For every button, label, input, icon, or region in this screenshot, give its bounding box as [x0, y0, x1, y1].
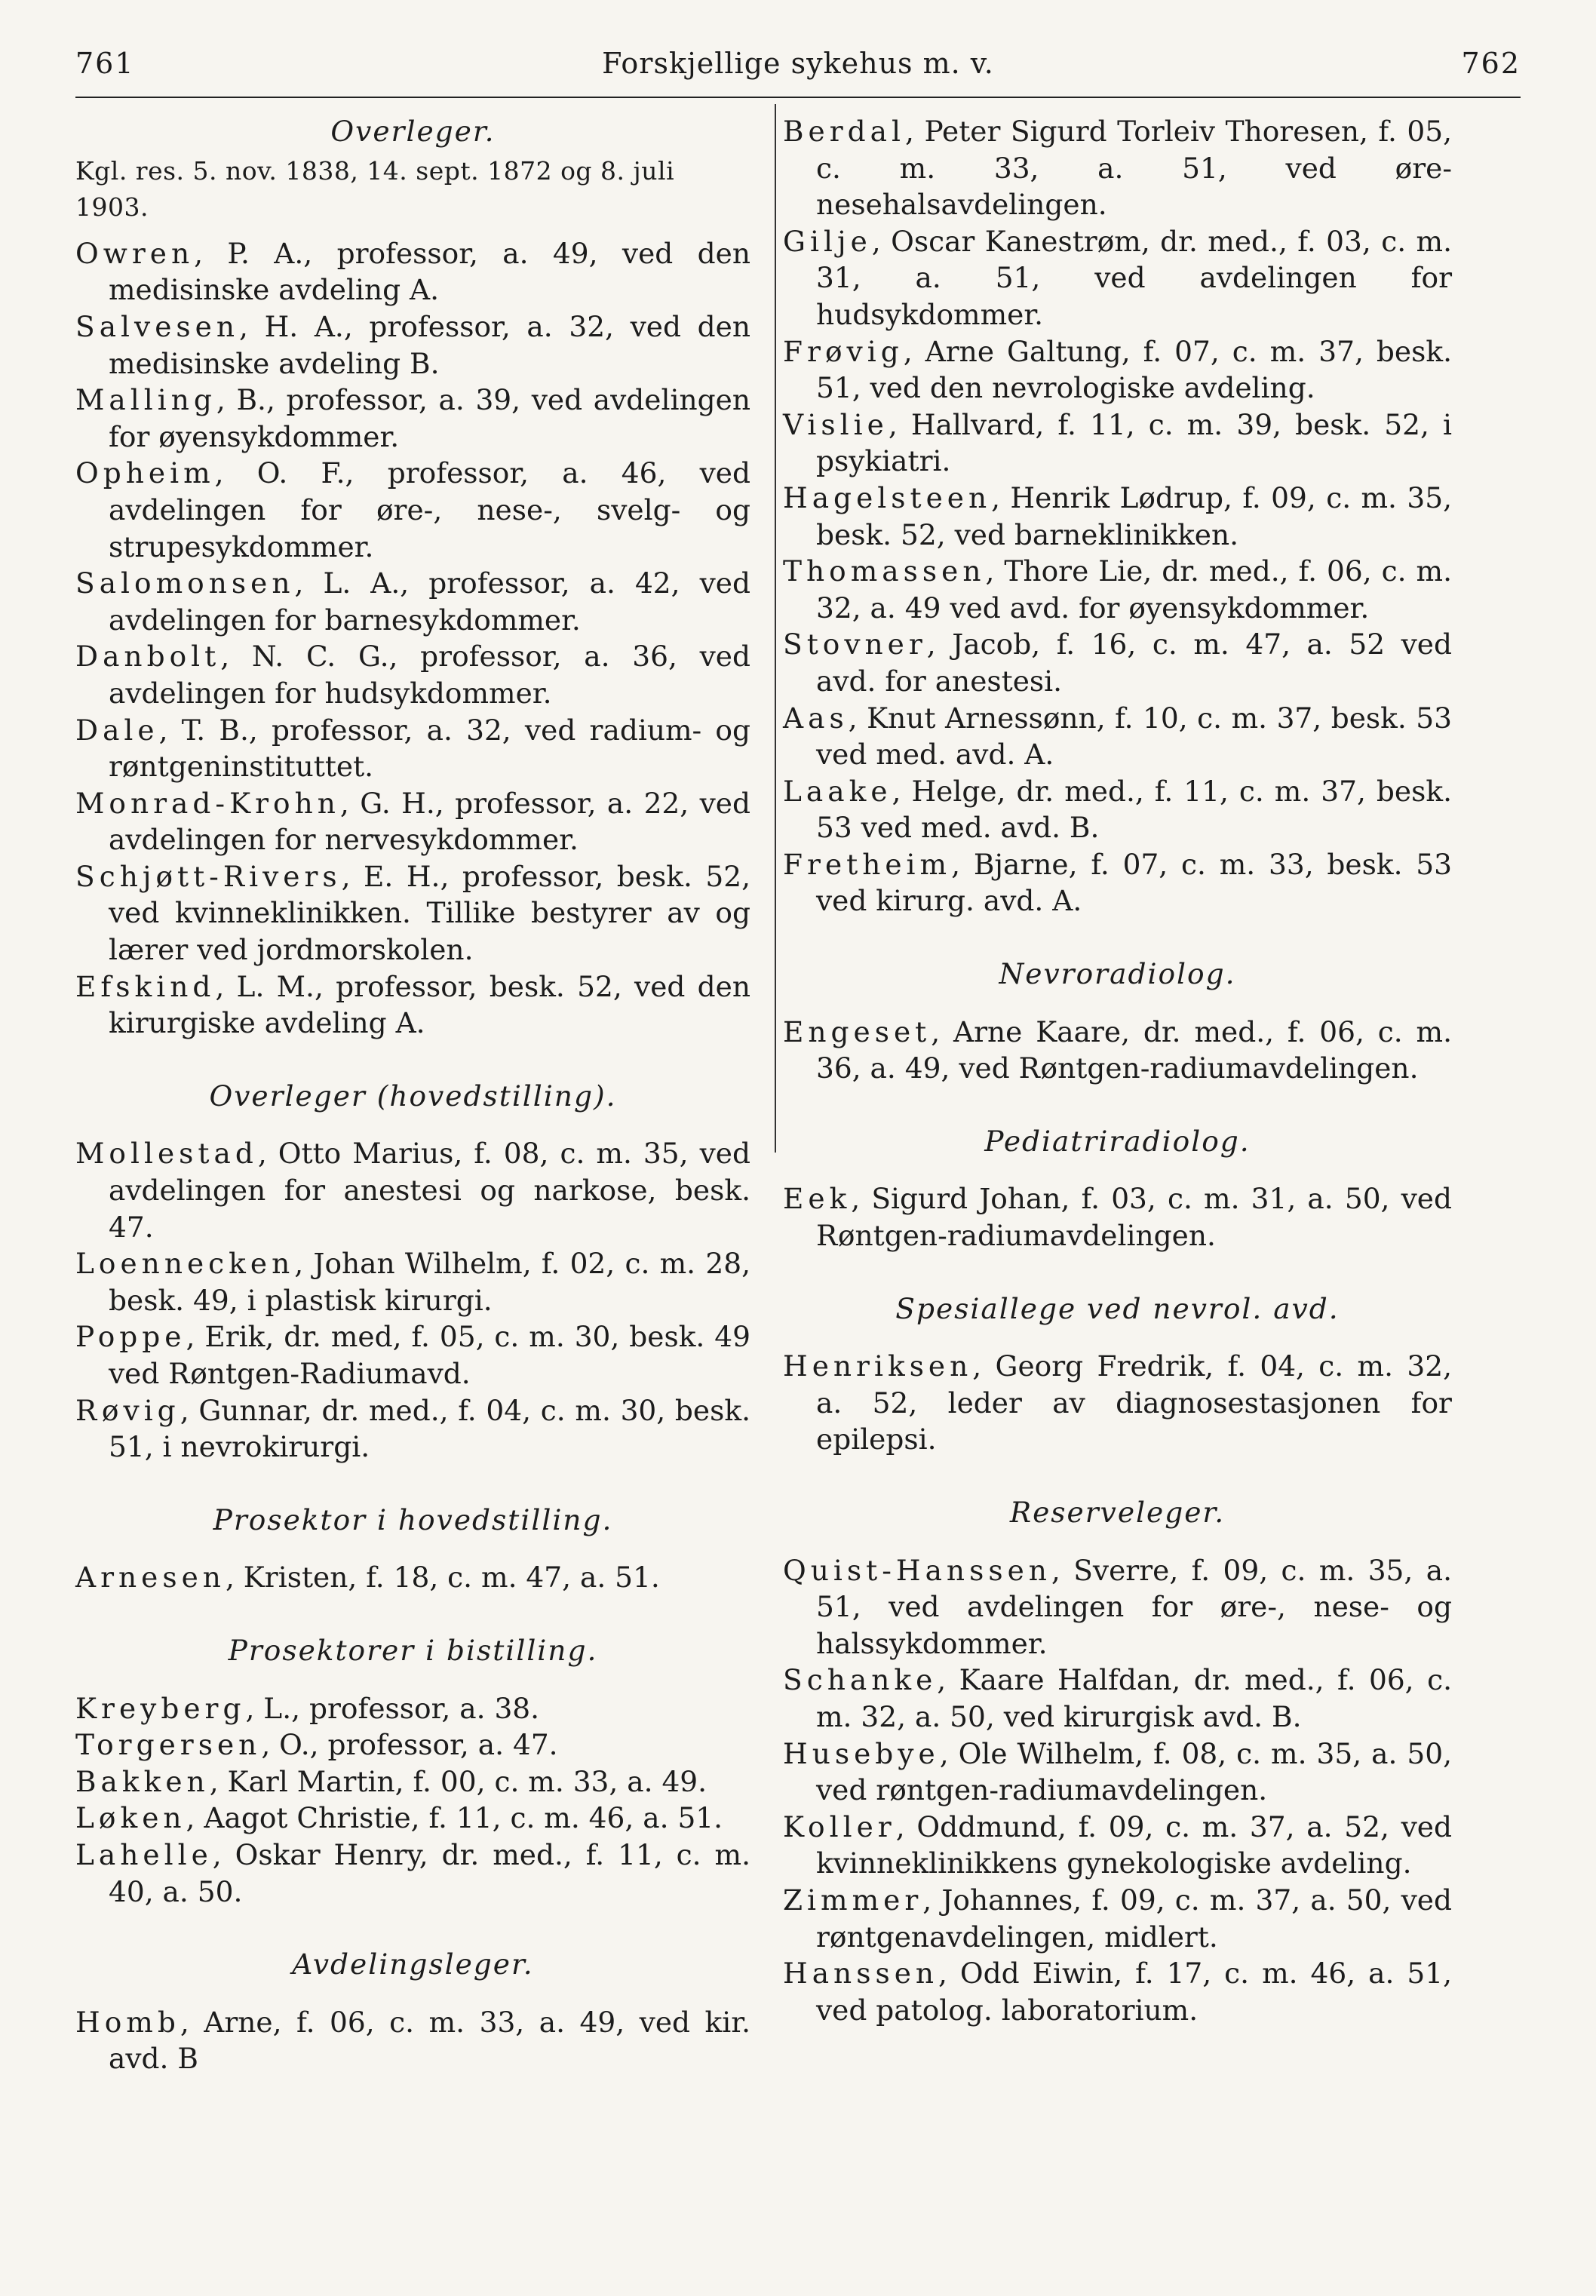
- entry-details: , N. C. G., professor, a. 36, ved avdelingen for hudsykdommer.: [109, 640, 750, 710]
- entry-name: Arnesen: [75, 1561, 226, 1595]
- section: [75, 1946, 750, 2077]
- entry-name: Danbolt: [75, 640, 221, 674]
- entry: [783, 480, 1452, 553]
- entry-name: Salvesen: [75, 309, 240, 343]
- entry-details: , L. A., professor, a. 42, ved avdelingen for barnesykdommer.: [109, 566, 750, 637]
- title-gap: [75, 1117, 750, 1135]
- entry: [783, 700, 1452, 773]
- section-subtitle: Kgl. res. 5. nov. 1838, 14. sept. 1872 og 8. juli 1903.: [75, 155, 675, 223]
- entry-details: , Arne, f. 06, c. m. 33, a. 49, ved kir. avd. B: [109, 2005, 750, 2076]
- entry-name: Poppe: [75, 1320, 186, 1354]
- entry: [783, 846, 1452, 919]
- entry-name: Eek: [783, 1182, 852, 1216]
- entry-details: , Odd Eiwin, f. 17, c. m. 46, a. 51, ved patolog. laboratorium.: [816, 1957, 1452, 2027]
- section: [783, 1494, 1452, 2028]
- title-gap: [783, 1330, 1452, 1348]
- entry: [75, 712, 750, 785]
- entry: [783, 1662, 1452, 1735]
- entry-details: , Thore Lie, dr. med., f. 06, c. m. 32, a. 49 ved avd. for øyensykdommer.: [816, 554, 1452, 625]
- entry-details: , Sigurd Johan, f. 03, c. m. 31, a. 50, ved Røntgen-radiumavdelingen.: [816, 1182, 1452, 1253]
- entry-details: , B., professor, a. 39, ved avdelingen for øyensykdommer.: [109, 383, 750, 453]
- entry: [783, 626, 1452, 699]
- entry: [783, 773, 1452, 846]
- entry-name: Frøvig: [783, 334, 904, 368]
- entry-details: , Gunnar, dr. med., f. 04, c. m. 30, besk. 51, i nevrokirurgi.: [109, 1393, 750, 1464]
- page-header: [75, 47, 1521, 92]
- entry: [75, 1763, 750, 1800]
- entry-details: , Karl Martin, f. 00, c. m. 33, a. 49.: [209, 1764, 707, 1798]
- entry-name: Bakken: [75, 1764, 210, 1798]
- title-gap: [783, 1534, 1452, 1552]
- entry: [75, 2004, 750, 2077]
- page-number-right: 762: [1461, 47, 1521, 80]
- entry-details: , Kaare Halfdan, dr. med., f. 06, c. m. 32, a. 50, ved kirurgisk avd. B.: [816, 1663, 1452, 1733]
- column-divider: [775, 104, 776, 1153]
- section-title: Nevroradiolog.: [999, 957, 1236, 991]
- entry: [783, 407, 1452, 480]
- section: [783, 1291, 1452, 1458]
- entry-details: , L. M., professor, besk. 52, ved den kirurgiske avdeling A.: [109, 969, 750, 1040]
- entry: [783, 1180, 1452, 1254]
- entry-details: , Oscar Kanestrøm, dr. med., f. 03, c. m. 31, a. 51, ved avdelingen for hudsykdommer.: [816, 224, 1452, 331]
- section-gap: [75, 1042, 750, 1078]
- entry: [75, 1392, 750, 1466]
- section-gap: [75, 1596, 750, 1632]
- section-gap: [75, 1466, 750, 1502]
- entry-details: , Oskar Henry, dr. med., f. 11, c. m. 40, a. 50.: [109, 1837, 750, 1908]
- entry-name: Loennecken: [75, 1247, 295, 1281]
- entry-details: , L., professor, a. 38.: [245, 1691, 540, 1725]
- entry-details: , Arne Galtung, f. 07, c. m. 37, besk. 51, ved den nevrologiske avdeling.: [816, 334, 1452, 405]
- entry-name: Monrad-Krohn: [75, 786, 340, 820]
- entry: [783, 1552, 1452, 1662]
- section-gap: [783, 1087, 1452, 1123]
- section-gap: [783, 919, 1452, 956]
- entry-details: , Sverre, f. 09, c. m. 35, a. 51, ved avdelingen for øre-, nese- og halssykdommer.: [816, 1553, 1452, 1660]
- section: [783, 113, 1452, 919]
- entry-details: , Jacob, f. 16, c. m. 47, a. 52 ved avd. for anestesi.: [816, 628, 1452, 698]
- entry-name: Koller: [783, 1809, 896, 1843]
- section-title: Avdelingsleger.: [292, 1948, 534, 1981]
- entry: [783, 333, 1452, 407]
- entry: [75, 1800, 750, 1837]
- right-column: [783, 113, 1452, 2028]
- section-gap: [783, 1254, 1452, 1291]
- entry-name: Røvig: [75, 1393, 180, 1427]
- entry-details: , Henrik Lødrup, f. 09, c. m. 35, besk. 52, ved barneklinikken.: [816, 480, 1452, 551]
- title-gap: [75, 1672, 750, 1690]
- entry-name: Homb: [75, 2005, 180, 2039]
- section: [783, 956, 1452, 1087]
- section: [75, 1078, 750, 1466]
- entry: [75, 1245, 750, 1318]
- entry-name: Efskind: [75, 969, 216, 1003]
- entry-name: Thomassen: [783, 554, 986, 588]
- entry-name: Vislie: [783, 407, 889, 441]
- section-title: Reserveleger.: [1009, 1496, 1226, 1529]
- entry-details: , Johan Wilhelm, f. 02, c. m. 28, besk. 49, i plastisk kirurgi.: [109, 1247, 750, 1317]
- entry-name: Hanssen: [783, 1957, 939, 1991]
- entry-details: , Bjarne, f. 07, c. m. 33, besk. 53 ved kirurg. avd. A.: [816, 847, 1452, 918]
- entry: [75, 968, 750, 1042]
- entry-name: Hagelsteen: [783, 480, 992, 514]
- entry-name: Henriksen: [783, 1349, 973, 1383]
- header-rule: [75, 97, 1521, 98]
- entry: [75, 1727, 750, 1763]
- entry: [75, 858, 750, 968]
- title-gap: [783, 996, 1452, 1014]
- running-title: Forskjellige sykehus m. v.: [602, 47, 994, 80]
- entry-name: Laake: [783, 774, 892, 808]
- entry: [783, 1736, 1452, 1809]
- section-title: Pediatriradiolog.: [984, 1124, 1251, 1158]
- section-title: Overleger.: [330, 115, 496, 148]
- entry: [783, 113, 1452, 223]
- entry-name: Lahelle: [75, 1837, 213, 1871]
- entry: [783, 1882, 1452, 1955]
- entry-details: , T. B., professor, a. 32, ved radium- og røntgeninstituttet.: [109, 713, 750, 784]
- entry-details: , Aagot Christie, f. 11, c. m. 46, a. 51.: [186, 1801, 723, 1835]
- entry: [75, 382, 750, 455]
- entry-name: Dale: [75, 713, 159, 747]
- entry-name: Malling: [75, 383, 216, 417]
- section: [75, 1502, 750, 1596]
- entry-name: Owren: [75, 236, 195, 270]
- title-gap: [75, 1541, 750, 1559]
- entry: [75, 308, 750, 382]
- entry-name: Stovner: [783, 628, 927, 661]
- entry-details: , G. H., professor, a. 22, ved avdelingen for nervesykdommer.: [109, 786, 750, 857]
- section: [75, 113, 750, 1042]
- entry-name: Husebye: [783, 1736, 940, 1770]
- entry: [783, 223, 1452, 333]
- entry-details: , H. A., professor, a. 32, ved den medisinske avdeling B.: [109, 309, 750, 380]
- entry: [75, 1690, 750, 1727]
- entry-details: , E. H., professor, besk. 52, ved kvinneklinikken. Tillike bestyrer av og lærer ved jordmorskolen.: [109, 859, 750, 967]
- entry-name: Zimmer: [783, 1883, 923, 1917]
- title-gap: [783, 1162, 1452, 1180]
- entry: [75, 1318, 750, 1392]
- entry-name: Gilje: [783, 224, 872, 258]
- entry: [75, 565, 750, 638]
- page-number-left: 761: [75, 47, 135, 80]
- entry-name: Kreyberg: [75, 1691, 246, 1725]
- entry: [75, 235, 750, 308]
- entry: [75, 638, 750, 711]
- section-title: Prosektor i hovedstilling.: [213, 1503, 613, 1536]
- entry-details: , Peter Sigurd Torleiv Thoresen, f. 05, c. m. 33, a. 51, ved øre- nesehalsavdelingen.: [816, 115, 1452, 222]
- entry-name: Løken: [75, 1801, 186, 1835]
- entry: [783, 1348, 1452, 1458]
- entry: [75, 1135, 750, 1245]
- entry-name: Berdal: [783, 115, 906, 148]
- entry-details: , Hallvard, f. 11, c. m. 39, besk. 52, i psykiatri.: [816, 407, 1452, 478]
- section-gap: [783, 1458, 1452, 1494]
- entry-name: Torgersen: [75, 1728, 262, 1762]
- entry-details: , Knut Arnessønn, f. 10, c. m. 37, besk. 53 ved med. avd. A.: [816, 701, 1452, 772]
- section-gap: [75, 1910, 750, 1946]
- title-gap: [75, 1986, 750, 2004]
- entry: [75, 1559, 750, 1596]
- entry: [783, 553, 1452, 626]
- entry-details: , Helge, dr. med., f. 11, c. m. 37, besk. 53 ved med. avd. B.: [816, 774, 1452, 845]
- section: [75, 1632, 750, 1910]
- entry-details: , Oddmund, f. 09, c. m. 37, a. 52, ved kvinneklinikkens gynekologiske avdeling.: [816, 1809, 1452, 1880]
- section-title: Spesiallege ved nevrol. avd.: [895, 1291, 1340, 1325]
- entry: [75, 1837, 750, 1910]
- entry-name: Fretheim: [783, 847, 952, 881]
- section-title: Prosektorer i bistilling.: [228, 1633, 598, 1667]
- entry-details: , O. F., professor, a. 46, ved avdelingen for øre-, nese-, svelg- og strupesykdommer.: [109, 456, 750, 563]
- entry-details: , Ole Wilhelm, f. 08, c. m. 35, a. 50, ved røntgen-radiumavdelingen.: [816, 1736, 1452, 1807]
- entry-name: Mollestad: [75, 1137, 258, 1171]
- entry: [783, 1809, 1452, 1882]
- section: [783, 1123, 1452, 1254]
- section-title: Overleger (hovedstilling).: [209, 1079, 617, 1113]
- entry-name: Schjøtt-Rivers: [75, 859, 342, 893]
- entry-name: Quist-Hanssen: [783, 1553, 1051, 1587]
- entry: [75, 785, 750, 858]
- entry-name: Engeset: [783, 1014, 932, 1048]
- entry-details: , O., professor, a. 47.: [261, 1728, 558, 1762]
- entry: [75, 455, 750, 565]
- entry-details: , P. A., professor, a. 49, ved den medisinske avdeling A.: [109, 236, 750, 307]
- entry-name: Opheim: [75, 456, 215, 490]
- entry-name: Schanke: [783, 1663, 938, 1697]
- entry-details: , Erik, dr. med, f. 05, c. m. 30, besk. 49 ved Røntgen-Radiumavd.: [109, 1320, 750, 1390]
- entry-name: Aas: [783, 701, 849, 735]
- entry: [783, 1955, 1452, 2028]
- entry-details: , Johannes, f. 09, c. m. 37, a. 50, ved røntgenavdelingen, midlert.: [816, 1883, 1452, 1954]
- entry-details: , Georg Fredrik, f. 04, c. m. 32, a. 52, leder av diagnosestasjonen for epilepsi.: [816, 1349, 1452, 1456]
- left-column: [75, 113, 750, 2077]
- entry: [783, 1014, 1452, 1087]
- entry-name: Salomonsen: [75, 566, 295, 600]
- entry-details: , Kristen, f. 18, c. m. 47, a. 51.: [225, 1561, 660, 1595]
- entry-details: , Arne Kaare, dr. med., f. 06, c. m. 36, a. 49, ved Røntgen-radiumavdelingen.: [816, 1014, 1452, 1085]
- entry-details: , Otto Marius, f. 08, c. m. 35, ved avdelingen for anestesi og narkose, besk. 47.: [109, 1137, 750, 1244]
